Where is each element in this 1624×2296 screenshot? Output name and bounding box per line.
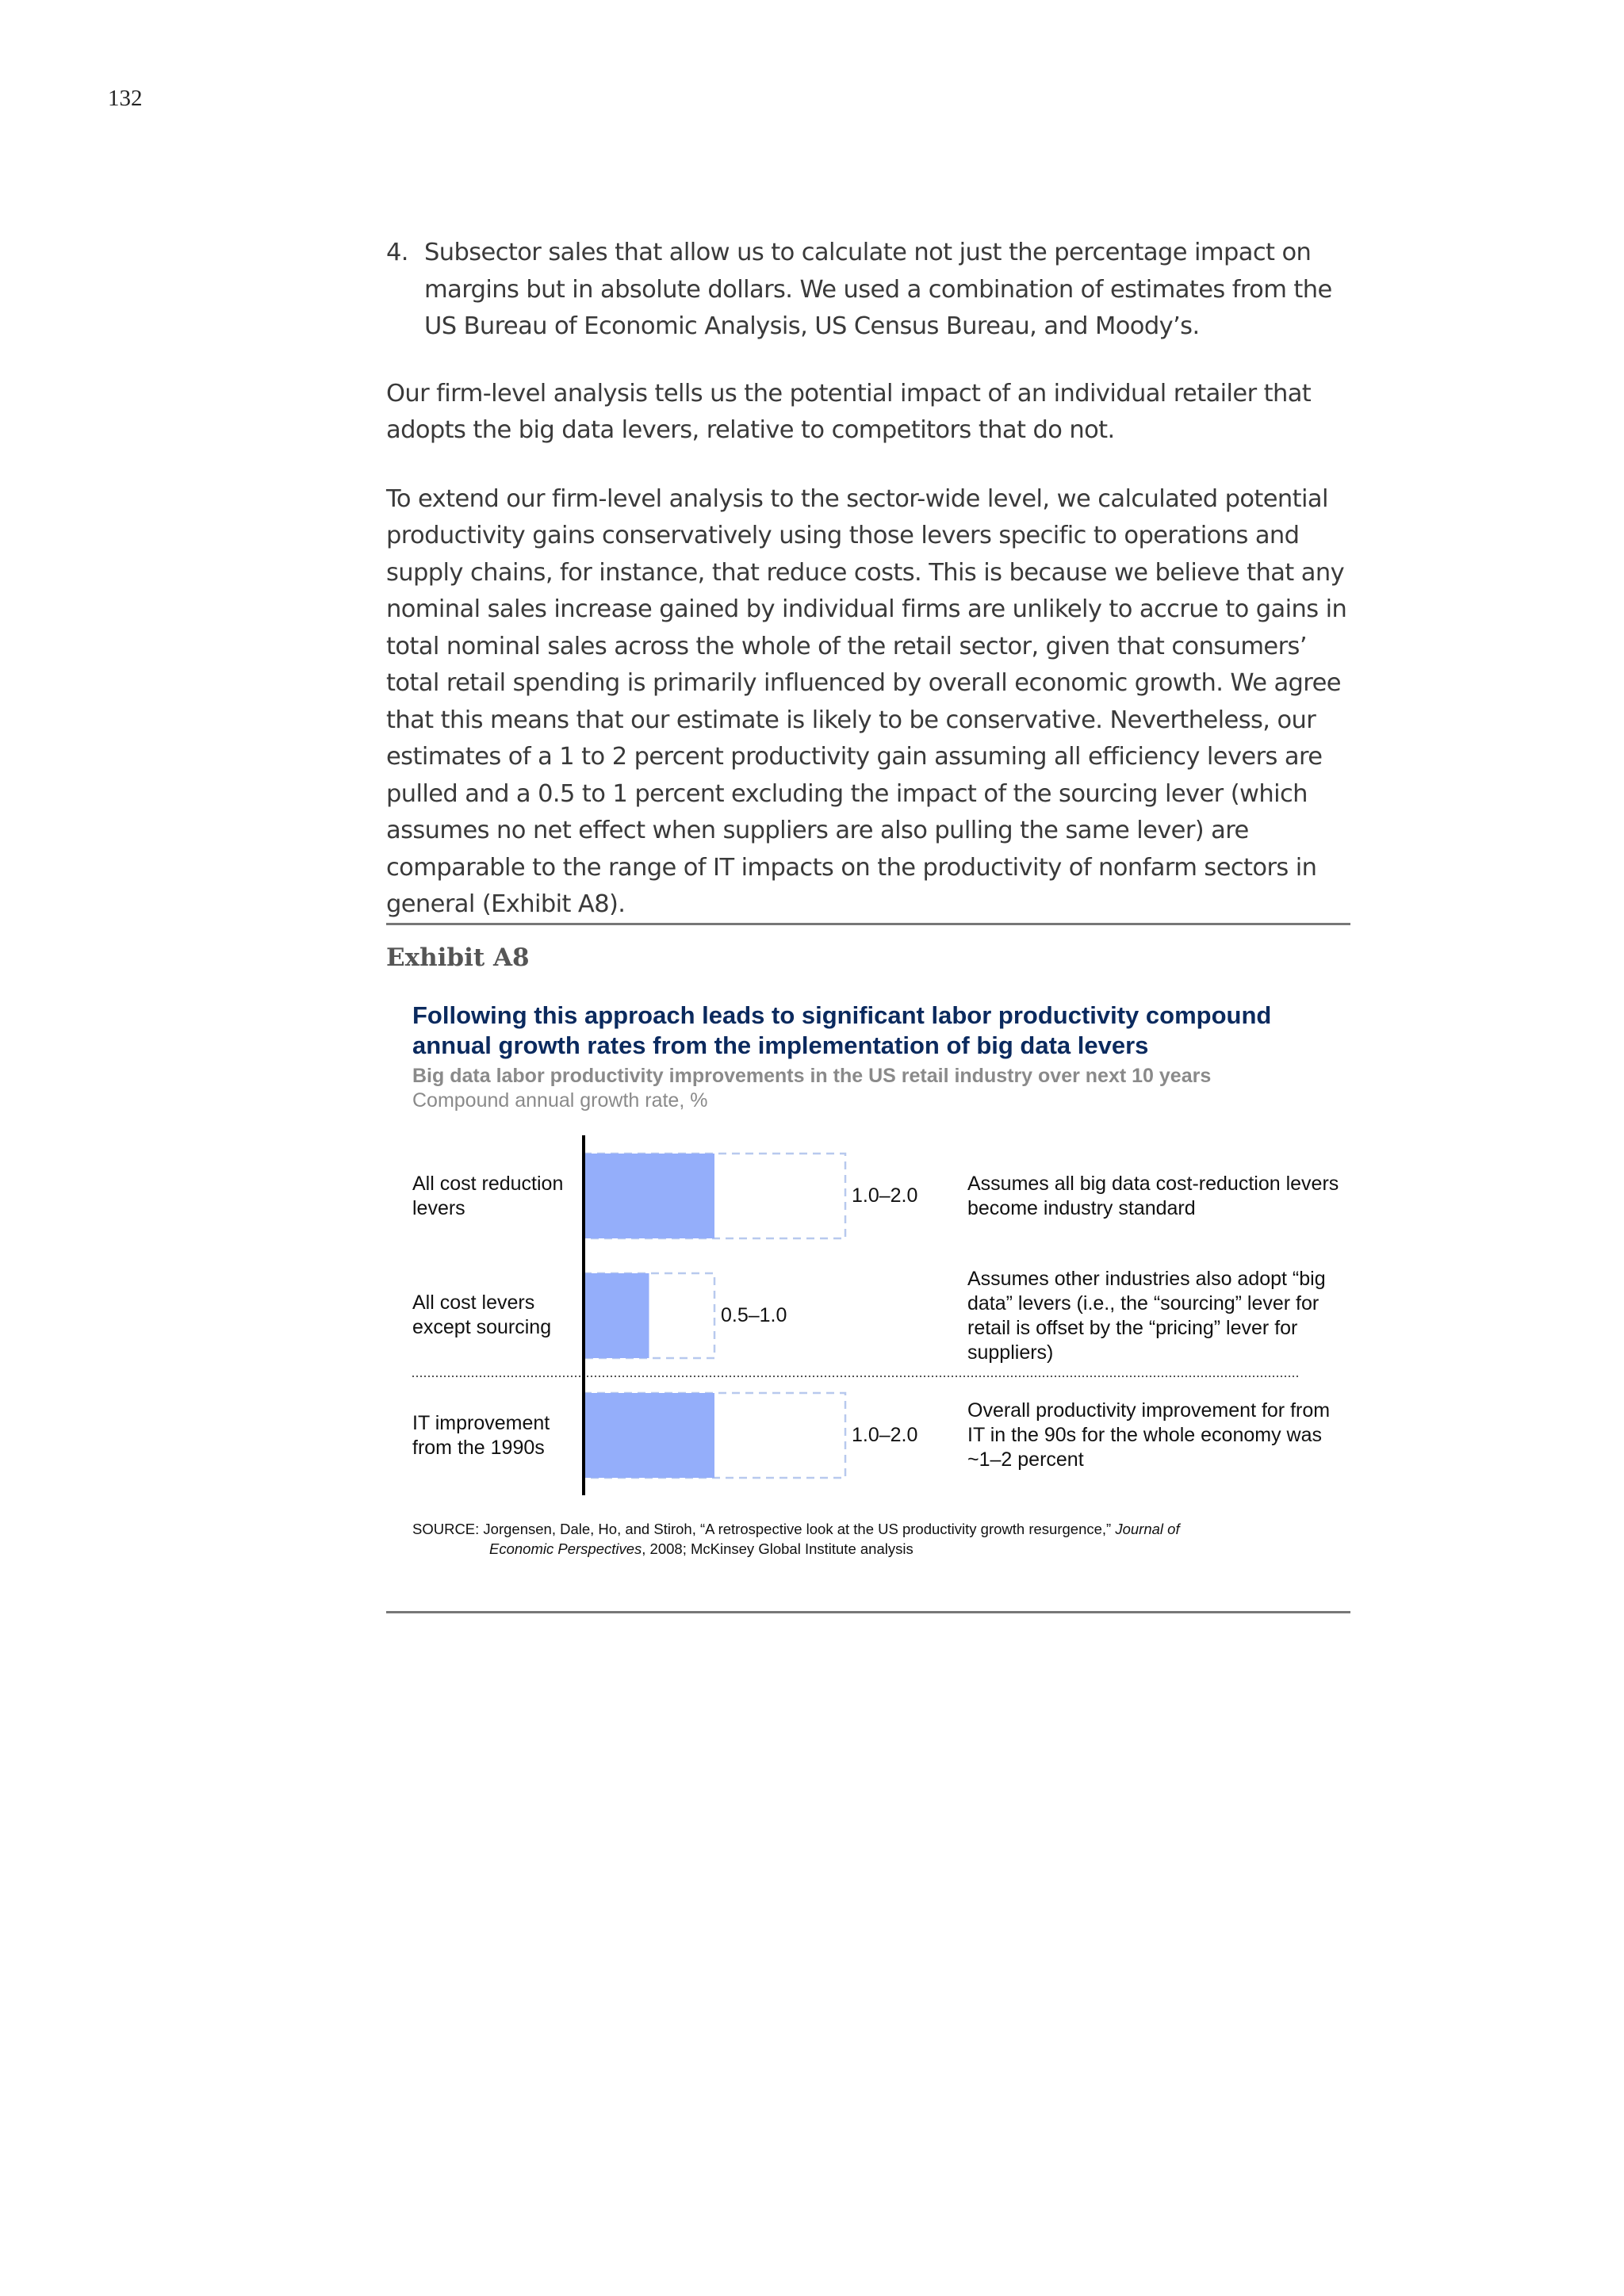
exhibit-bottom-rule [386,1611,1350,1613]
range-outline-bar [584,1154,845,1238]
row-note: Assumes other industries also adopt “big data” levers (i.e., the “sourcing” lever for retail is offset by the “pricing” lever for suppliers) [967,1268,1326,1364]
source-note [412,1519,1332,1559]
source-suffix: , 2008; McKinsey Global Institute analysis [642,1540,914,1557]
source-journal-1: Journal of [1115,1521,1180,1537]
paragraph-sector-wide: To extend our firm-level analysis to the sector-wide level, we calculated potential productivity gains conservatively using those levers specific to operations and supply chains, for instance, that reduce costs. This is because we believe that any nominal sales increase gained by individual firms are unlikely to accrue to gains in total nominal sales across the whole of the retail sector, given that consumers’ total retail spending is primarily influenced by overall economic growth. We agree that this means that our estimate is likely to be conservative. Nevertheless, our estimates of a 1 to 2 percent productivity gain assuming all efficiency levers are pulled and a 0.5 to 1 percent excluding the impact of the sourcing lever (which assumes no net effect when suppliers are also pulling the same lever) are comparable to the range of IT impacts on the productivity of nonfarm sectors in general (Exhibit A8). [386,484,1347,918]
row-note: Assumes all big data cost-reduction levers become industry standard [967,1173,1339,1219]
exhibit-label: Exhibit A8 [386,943,530,972]
value-label: 1.0–2.0 [852,1184,918,1207]
exhibit-top-rule [386,923,1350,925]
range-outline-bar [584,1393,845,1478]
solid-bar [584,1154,714,1238]
list-item-text: Subsector sales that allow us to calculate not just the percentage impact on margins but in absolute dollars. We used a combination of estimates from the US Bureau of Economic Analysis, US Census Bureau, and Moody’s. [424,239,1332,340]
range-outline-bar [584,1273,714,1358]
paragraph-firm-level: Our firm-level analysis tells us the potential impact of an individual retailer that adopts the big data levers, relative to competitors that do not. [386,379,1312,444]
solid-bar [584,1393,714,1478]
value-label: 1.0–2.0 [852,1423,918,1446]
source-prefix: SOURCE: Jorgensen, Dale, Ho, and Stiroh, “A retrospective look at the US productivity growth resurgence,” [412,1521,1116,1537]
row-label: All cost reduction levers [412,1173,564,1219]
list-item-number: 4. [386,239,408,266]
row-note: Overall productivity improvement for from IT in the 90s for the whole economy was ~1–2 percent [967,1399,1331,1471]
source-journal-2: Economic Perspectives [489,1540,642,1557]
page-number: 132 [108,86,143,111]
body-text [386,235,1354,955]
row-label: IT improvement from the 1990s [412,1412,550,1459]
value-label: 0.5–1.0 [721,1303,787,1326]
chart-unit: Compound annual growth rate, % [412,1089,708,1112]
row-label: All cost levers except sourcing [412,1292,552,1338]
source-line-2 [412,1539,1332,1559]
chart-subtitle: Big data labor productivity improvements in the US retail industry over next 10 years [412,1065,1212,1087]
chart-title: Following this approach leads to significant labor productivity compound annual growth rates from the implementation of big data levers [412,1001,1272,1059]
solid-bar [584,1273,649,1358]
list-item [386,235,1354,346]
